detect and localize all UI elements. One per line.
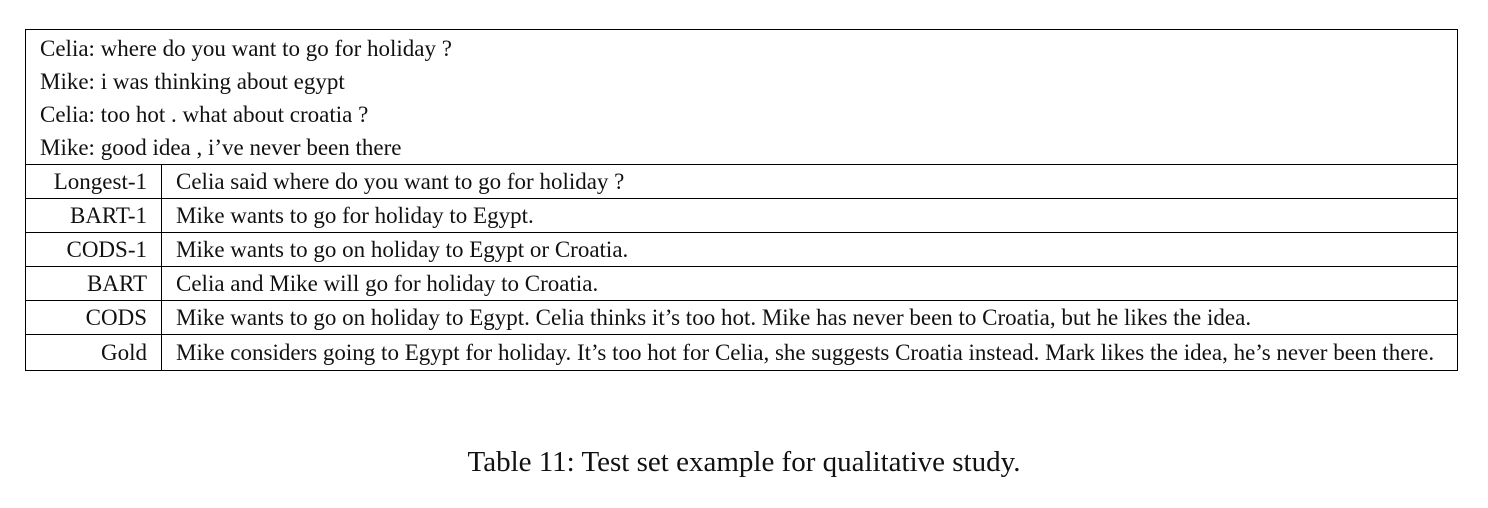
model-name: BART-1 (26, 199, 162, 233)
qualitative-table (25, 29, 1458, 371)
model-name: BART (26, 267, 162, 301)
dialogue-row (26, 30, 1458, 165)
table-row (26, 233, 1458, 267)
table-row (26, 267, 1458, 301)
summary-text: Mike wants to go on holiday to Egypt. Celia thinks it’s too hot. Mike has never been to Croatia, but he likes the idea. (162, 301, 1458, 335)
table-caption: Table 11: Test set example for qualitative study. (467, 446, 1021, 478)
summary-text: Mike considers going to Egypt for holiday. It’s too hot for Celia, she suggests Croatia instead. Mark likes the idea, he’s never been there. (162, 335, 1458, 371)
table-row (26, 199, 1458, 233)
summary-text: Mike wants to go for holiday to Egypt. (162, 199, 1458, 233)
table-row (26, 301, 1458, 335)
dialogue-line: Mike: good idea , i’ve never been there (40, 135, 402, 160)
model-name: Gold (26, 335, 162, 371)
summary-text: Celia said where do you want to go for holiday ? (162, 165, 1458, 199)
table-row (26, 165, 1458, 199)
dialogue-line: Celia: where do you want to go for holiday ? (40, 36, 452, 61)
dialogue-line: Mike: i was thinking about egypt (40, 69, 345, 94)
model-name: Longest-1 (26, 165, 162, 199)
model-name: CODS (26, 301, 162, 335)
qualitative-table-container (25, 29, 1458, 371)
model-name: CODS-1 (26, 233, 162, 267)
dialogue-line: Celia: too hot . what about croatia ? (40, 102, 369, 127)
dialogue-cell (26, 30, 1458, 165)
summary-text: Celia and Mike will go for holiday to Croatia. (162, 267, 1458, 301)
table-row (26, 335, 1458, 371)
summary-text: Mike wants to go on holiday to Egypt or Croatia. (162, 233, 1458, 267)
